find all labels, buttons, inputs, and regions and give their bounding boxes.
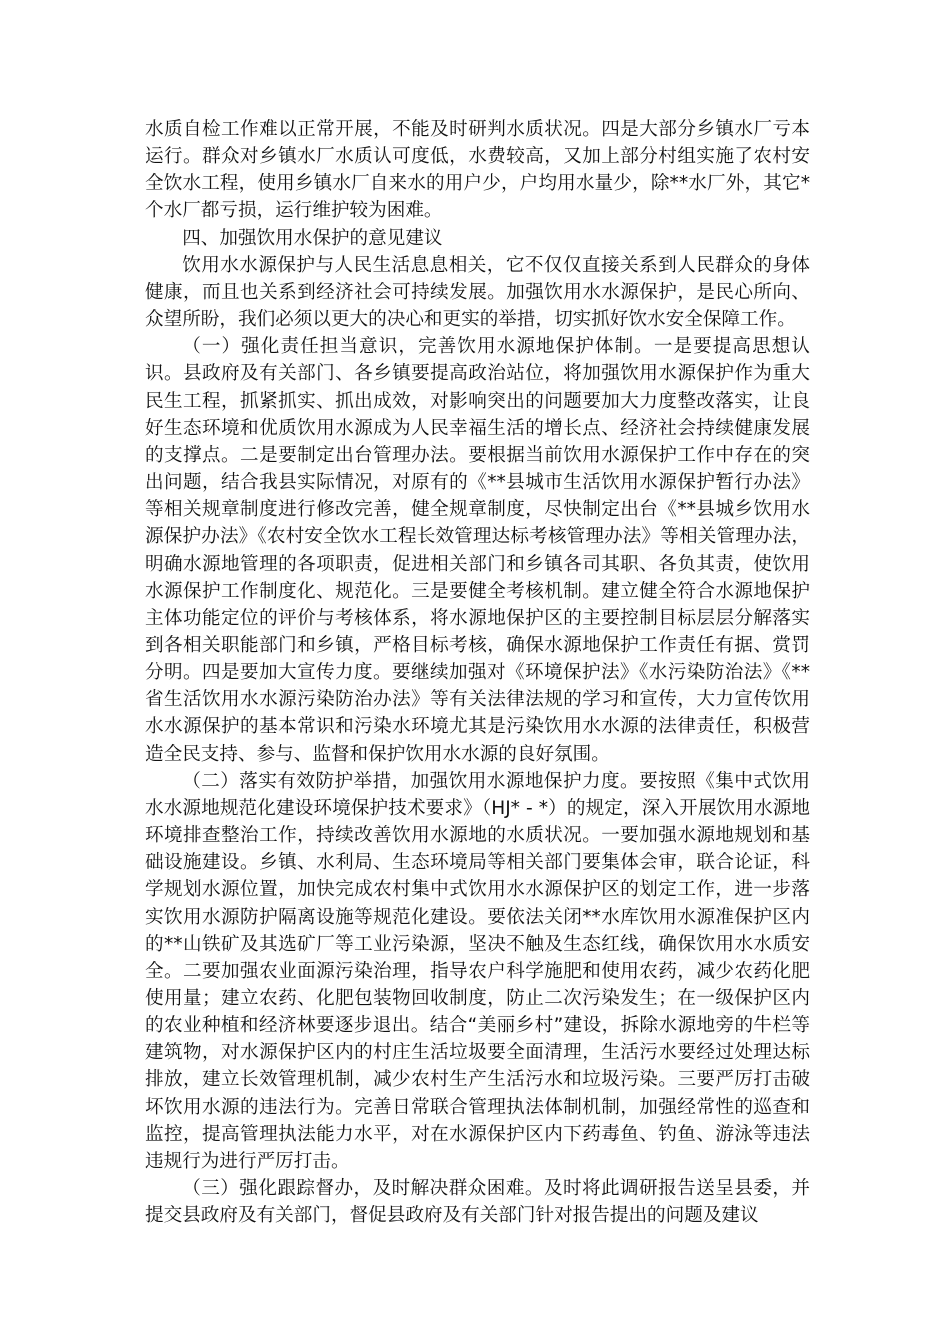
document-body: [145, 116, 810, 1229]
section-heading: 四、加强饮用水保护的意见建议: [182, 227, 443, 249]
paragraph-item-1: （一）强化责任担当意识，完善饮用水源地保护体制。一是要提高思想认识。县政府及有关部门、各乡镇要提高政治站位，将加强饮用水源保护作为重大民生工程，抓紧抓实、抓出成效，对影响突出的问题要加大力度整改落实，让良好生态环境和优质饮用水源成为人民幸福生活的增长点、经济社会持续健康发展的支撑点。二是要制定出台管理办法。要根据当前饮用水源保护工作中存在的突出问题，结合我县实际情况，对原有的《**县城市生活饮用水源保护暂行办法》等相关规章制度进行修改完善，健全规章制度，尽快制定出台《**县城乡饮用水源保护办法》《农村安全饮水工程长效管理达标考核管理办法》等相关管理办法，明确水源地管理的各项职责，促进相关部门和乡镇各司其职、各负其责，使饮用水源保护工作制度化、规范化。三是要健全考核机制。建立健全符合水源地保护主体功能定位的评价与考核体系，将水源地保护区的主要控制目标层层分解落实到各相关职能部门和乡镇，严格目标考核，确保水源地保护工作责任有据、赏罚分明。四是要加大宣传力度。要继续加强对《环境保护法》《水污染防治法》《**省生活饮用水水源污染防治办法》等有关法律法规的学习和宣传，大力宣传饮用水水源保护的基本常识和污染水环境尤其是污染饮用水水源的法律责任，积极营造全民支持、参与、监督和保护饮用水水源的良好氛围。: [145, 336, 810, 765]
paragraph-continued: 水质自检工作难以正常开展，不能及时研判水质状况。四是大部分乡镇水厂亏本运行。群众对乡镇水厂水质认可度低，水费较高，又加上部分村组实施了农村安全饮水工程，使用乡镇水厂自来水的用户少，户均用水量少，除**水厂外，其它*个水厂都亏损，运行维护较为困难。: [145, 119, 810, 222]
paragraph-intro: 饮用水水源保护与人民生活息息相关，它不仅仅直接关系到人民群众的身体健康，而且也关系到经济社会可持续发展。加强饮用水水源保护，是民心所向、众望所盼，我们必须以更大的决心和更实的举措，切实抓好饮水安全保障工作。: [145, 254, 810, 331]
paragraph-item-2: （二）落实有效防护举措，加强饮用水源地保护力度。要按照《集中式饮用水水源地规范化建设环境保护技术要求》（HJ* - *）的规定，深入开展饮用水源地环境排查整治工作，持续改善饮用水源地的水质状况。一要加强水源地规划和基础设施建设。乡镇、水利局、生态环境局等相关部门要集体会审，联合论证，科学规划水源位置，加快完成农村集中式饮用水水源保护区的划定工作，进一步落实饮用水源防护隔离设施等规范化建设。要依法关闭**水库饮用水源准保护区内的**山铁矿及其选矿厂等工业污染源，坚决不触及生态红线，确保饮用水水质安全。二要加强农业面源污染治理，指导农户科学施肥和使用农药，减少农药化肥使用量；建立农药、化肥包装物回收制度，防止二次污染发生；在一级保护区内的农业种植和经济林要逐步退出。结合“美丽乡村”建设，拆除水源地旁的牛栏等建筑物，对水源保护区内的村庄生活垃圾要全面清理，生活污水要经过处理达标排放，建立长效管理机制，减少农村生产生活污水和垃圾污染。三要严厉打击破坏饮用水源的违法行为。完善日常联合管理执法体制机制，加强经常性的巡查和监控，提高管理执法能力水平，对在水源保护区内下药毒鱼、钓鱼、游泳等违法违规行为进行严厉打击。: [145, 770, 810, 1172]
paragraph-item-3: （三）强化跟踪督办，及时解决群众困难。及时将此调研报告送呈县委，并提交县政府及有关部门，督促县政府及有关部门针对报告提出的问题及建议: [145, 1178, 810, 1227]
